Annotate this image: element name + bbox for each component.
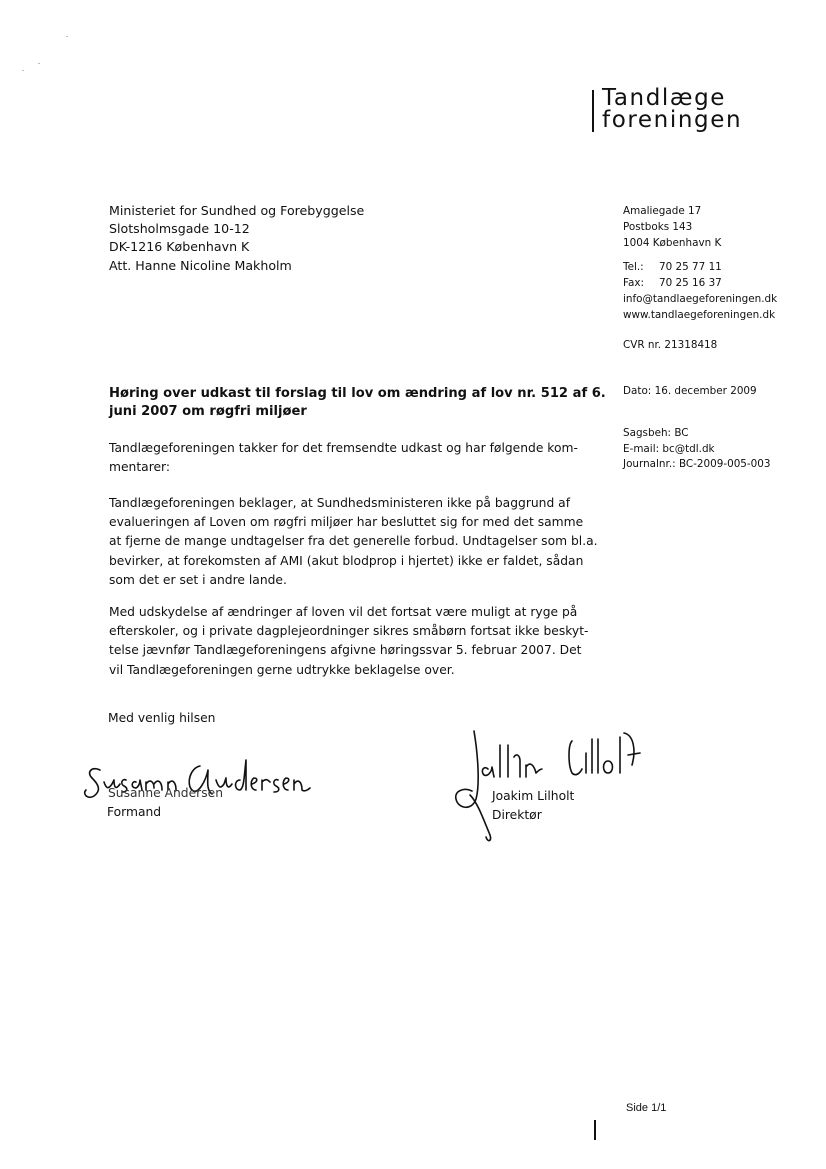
sender-pobox: Postboks 143 xyxy=(623,221,693,233)
recipient-address xyxy=(109,202,364,275)
sender-cvr: CVR nr. 21318418 xyxy=(623,339,718,351)
signature-right-image xyxy=(448,725,658,845)
sender-city: 1004 København K xyxy=(623,237,722,249)
case-info xyxy=(623,426,771,473)
journal-number: Journalnr.: BC-2009-005-003 xyxy=(623,458,771,470)
fax-label: Fax: xyxy=(623,277,645,289)
fold-mark xyxy=(594,1120,596,1140)
recipient-line: Ministeriet for Sundhed og Forebyggelse xyxy=(109,203,365,218)
organization-logo xyxy=(592,86,772,136)
scan-speck xyxy=(38,63,40,64)
scan-speck xyxy=(66,36,68,37)
closing-greeting: Med venlig hilsen xyxy=(108,711,216,725)
sender-contact xyxy=(623,203,777,353)
letter-date: Dato: 16. december 2009 xyxy=(623,385,757,397)
recipient-line: DK-1216 København K xyxy=(109,239,250,255)
sender-fax xyxy=(623,275,777,291)
recipient-line: Slotsholmsgade 10-12 xyxy=(109,221,250,237)
signatory-left-title: Formand xyxy=(107,805,162,819)
signature-left-image xyxy=(78,750,318,810)
signatory-right-title: Direktør xyxy=(492,808,542,822)
logo-bar xyxy=(592,90,594,132)
recipient-line: Att. Hanne Nicoline Makholm xyxy=(109,257,292,273)
body-paragraph-3: Med udskydelse af ændringer af loven vil det fortsat være muligt at ryge på efterskoler, og i private dagplejeordninger sikres småbørn fortsat ikke beskyt-telse jævnfør Tandlægeforeningens afgivne høringssvar 5. februar 2007. Det vil Tandlægeforeningen gerne udtrykke beklagelse over. xyxy=(109,605,589,677)
sender-street: Amaliegade 17 xyxy=(623,205,702,217)
letter-subject: Høring over udkast til forslag til lov om ændring af lov nr. 512 af 6. juni 2007 om røgfri miljøer xyxy=(109,386,606,419)
case-email: E-mail: bc@tdl.dk xyxy=(623,442,715,455)
page-number: Side 1/1 xyxy=(626,1102,667,1114)
sender-email: info@tandlaegeforeningen.dk xyxy=(623,293,778,305)
logo-line-1: Tandlæge xyxy=(602,85,727,111)
tel-label: Tel.: xyxy=(623,261,644,273)
body-paragraph-1: Tandlægeforeningen takker for det fremsendte udkast og har følgende kom-mentarer: xyxy=(109,441,578,475)
signatory-right-name: Joakim Lilholt xyxy=(492,789,575,803)
tel-number: 70 25 77 11 xyxy=(659,261,722,273)
case-handler: Sagsbeh: BC xyxy=(623,427,689,439)
logo-line-2: foreningen xyxy=(602,107,743,133)
body-paragraph-2: Tandlægeforeningen beklager, at Sundhedsministeren ikke på baggrund af evalueringen af Loven om røgfri miljøer har besluttet sig for med det samme at fjerne de mange undtagelser fra det generelle forbud. Undtagelser som bl.a. bevirker, at forekomsten af AMI (akut blodprop i hjertet) ikke er faldet, sådan som det er set i andre lande. xyxy=(109,496,598,587)
signatory-left-name: Susanne Andersen xyxy=(108,786,224,800)
sender-web: www.tandlaegeforeningen.dk xyxy=(623,309,776,321)
sender-tel xyxy=(623,259,777,275)
fax-number: 70 25 16 37 xyxy=(659,277,722,289)
scan-speck xyxy=(22,70,24,71)
